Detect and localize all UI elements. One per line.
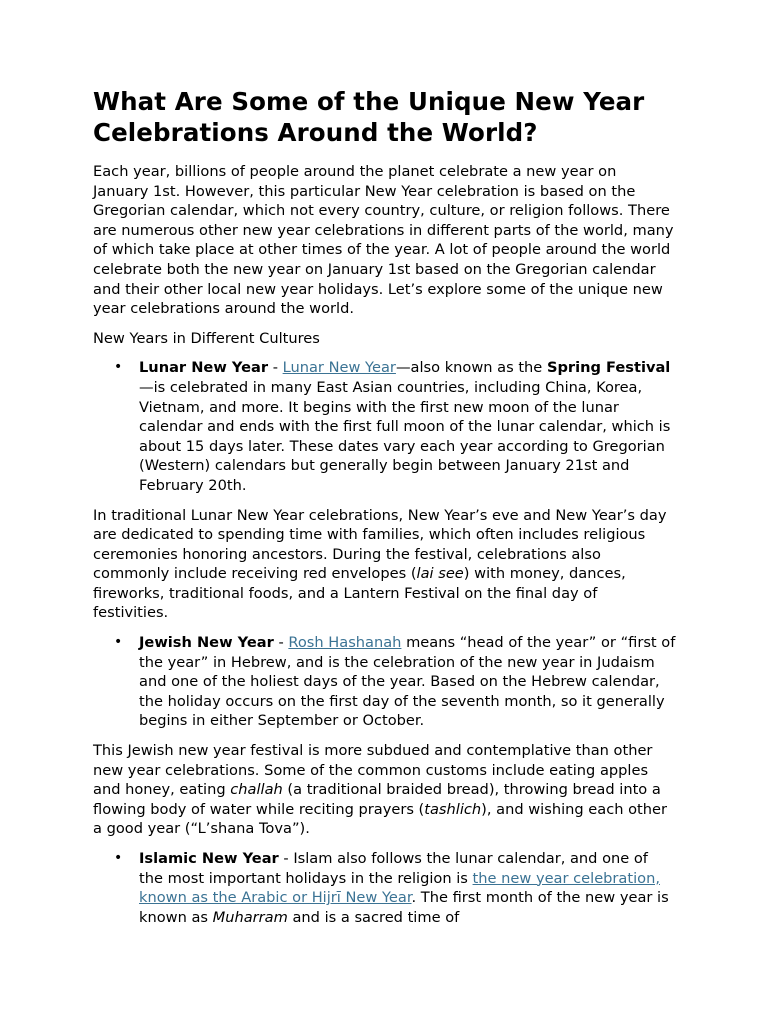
jewish-para-text-1: This Jewish new year festival is more subdued and contemplative than other new year celebrations. Some of the common customs include eating apples and honey, eating [93,742,653,799]
bullet-icon: • [114,850,123,866]
lunar-text-2: —is celebrated in many East Asian countries, including China, Korea, Vietnam, and more. It begins with the first new moon of the lunar calendar and ends with the first full moon of the lunar calendar, which is about 15 days later. These dates vary each year according to Gregorian (Western) calendars but generally begin between January 21st and February 20th. [139,378,671,494]
bullet-icon: • [114,359,123,376]
list-islamic [93,849,676,927]
term-islamic: Islamic New Year [139,850,279,867]
intro-paragraph: Each year, billions of people around the planet celebrate a new year on January 1st. However, this particular New Year celebration is based on the Gregorian calendar, which not every country, culture, or religion follows. There are numerous other new year celebrations in different parts of the world, many of which take place at other times of the year. A lot of people around the world celebrate both the new year on January 1st based on the Gregorian calendar and their other local new year holidays. Let’s explore some of the unique new year celebrations around the world. [93,163,674,318]
jewish-para-text-3: ), and wishing each other a good year (“L’shana Tova”). [93,800,667,838]
term-lunar: Lunar New Year [139,359,269,377]
islamic-text-3: and is a sacred time of [287,908,460,926]
section-heading: New Years in Different Cultures [93,329,320,347]
term-jewish: Jewish New Year [139,634,274,652]
islamic-italic-muharram: Muharram [212,908,288,926]
list-item-lunar [114,358,676,495]
article-title: What Are Some of the Unique New Year Celebrations Around the World? [93,87,645,147]
link-lunar-new-year[interactable]: Lunar New Year [282,359,396,377]
list-jewish [93,633,676,731]
link-rosh-hashanah[interactable]: Rosh Hashanah [288,634,402,652]
lunar-para-italic: lai see [416,565,464,583]
jewish-paragraph [93,741,676,839]
jewish-para-italic-2: tashlich [424,800,482,818]
jewish-para-italic-1: challah [230,781,283,799]
list-item-islamic [114,849,676,927]
islamic-text-2: . The first month of the new year is known as [139,889,669,926]
jewish-para-text-2: (a traditional braided bread), throwing bread into a flowing body of water while reciting prayers ( [93,781,661,818]
lunar-para-text-2: ) with money, dances, fireworks, traditional foods, and a Lantern Festival on the final day of festivities. [93,565,626,622]
separator: - [268,359,283,377]
link-islamic-new-year[interactable]: the new year celebration, known as the Arabic or Hijrī New Year [139,869,660,907]
list-lunar [93,358,676,495]
lunar-text-1: —also known as the [395,359,547,377]
lunar-para-text-1: In traditional Lunar New Year celebrations, New Year’s eve and New Year’s day are dedicated to spending time with families, which often includes religious ceremonies honoring ancestors. During the festival, celebrations also commonly include receiving red envelopes ( [93,506,667,583]
separator: - [278,850,294,867]
lunar-paragraph [93,506,676,624]
jewish-text-1: means “head of the year” or “first of the year” in Hebrew, and is the celebration of the new year in Judaism and one of the holiest days of the year. Based on the Hebrew calendar, the holiday occurs on the first day of the seventh month, so it generally begins in either September or October. [139,634,676,730]
list-item-jewish [114,633,676,731]
term-spring-festival: Spring Festival [546,359,671,377]
bullet-icon: • [114,634,123,651]
islamic-text-1: Islam also follows the lunar calendar, and one of the most important holidays in the religion is [139,850,648,887]
separator: - [273,634,289,652]
